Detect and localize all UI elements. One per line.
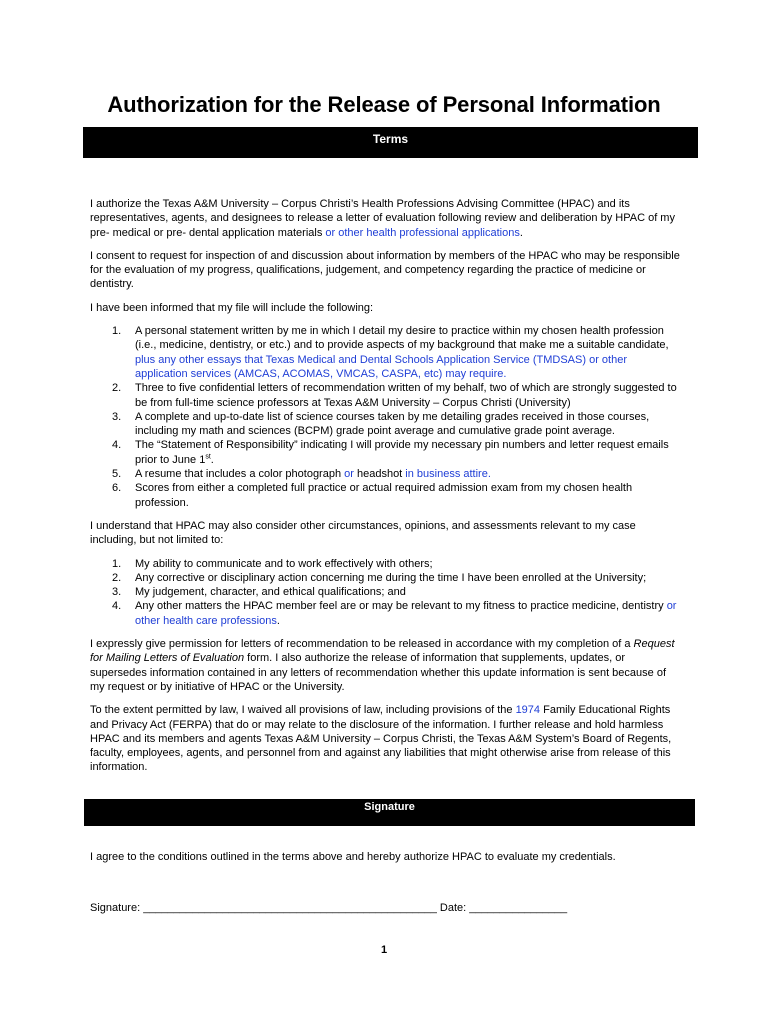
agreement-statement: I agree to the conditions outlined in the terms above and hereby authorize HPAC to evaluate my credentials. (90, 851, 616, 863)
consent-paragraph: I consent to request for inspection of and discussion about information by members of the HPAC who may be responsible for the evaluation of my progress, qualifications, judgement, and competency regarding the practice of medicine or dentistry. (90, 249, 680, 291)
considerations-list (90, 557, 680, 628)
list-item: 1. My ability to communicate and to work effectively with others; (112, 557, 433, 570)
signature-date-line[interactable]: Signature: ________________________________________________ Date: ________________ (90, 902, 568, 914)
permission-paragraph: I expressly give permission for letters of recommendation to be released in accordance with my completion of a Request for Mailing Letters of Evaluation form. I also authorize the release of information that supplements, updates, or supersedes information contained in any letters of recommendation whether this update information is sent because of my request or by initiative of HPAC or the University. (90, 638, 675, 693)
list-item: 1. A personal statement written by me in which I detail my desire to practice within my chosen health profession (i.e., medicine, dentistry, or etc.) and to provide aspects of my background that make me a suitable candidate, plus any other essays that Texas Medical and Dental Schools Application Service (TMDSAS) or other application services (AMCAS, ACOMAS, VMCAS, CASPA, etc) may require. (112, 325, 669, 380)
terms-header-label: Terms (372, 132, 409, 146)
list-item: 4. The “Statement of Responsibility” indicating I will provide my necessary pin numbers and letter request emails prior to June 1st. (112, 439, 669, 466)
terms-body (90, 197, 680, 784)
list-item: 4. Any other matters the HPAC member feel are or may be relevant to my fitness to practice medicine, dentistry or other health care professions. (112, 600, 677, 627)
page-title: Authorization for the Release of Personal Information (107, 92, 661, 117)
terms-header (83, 127, 698, 158)
list-item: 2. Three to five confidential letters of recommendation written of my behalf, two of which are strongly suggested to be from full-time science professors at Texas A&M University – Corpus Christi (University) (112, 382, 677, 409)
page-number: 1 (380, 944, 388, 956)
considerations-intro: I understand that HPAC may also consider other circumstances, opinions, and assessments relevant to my case including, but not limited to: (90, 519, 636, 547)
list-item: 3. A complete and up-to-date list of science courses taken by me detailing grades received in those courses, including my math and sciences (BCPM) grade point average and cumulative grade point average. (112, 410, 650, 438)
list-item: 2. Any corrective or disciplinary action concerning me during the time I have been enrolled at the University; (112, 571, 647, 584)
authorization-paragraph: I authorize the Texas A&M University – Corpus Christi’s Health Professions Advising Committee (HPAC) and its representatives, agents, and designees to release a letter of evaluation following review and deliberation by HPAC of my pre- medical or pre- dental application materials or other health professional applications. (90, 198, 675, 239)
ferpa-paragraph: To the extent permitted by law, I waived all provisions of law, including provisions of the 1974 Family Educational Rights and Privacy Act (FERPA) that do or may relate to the disclosure of the information. I further release and hold harmless HPAC and its members and agents Texas A&M University – Corpus Christi, the Texas A&M System’s Board of Regents, faculty, employees, agents, and personnel from and against any liabilities that might otherwise arise from release of this information. (90, 704, 672, 774)
signature-header-label: Signature (364, 801, 415, 813)
signature-header (84, 799, 695, 826)
highlighted-text: or other health professional applications (325, 226, 520, 239)
list-item: 5. A resume that includes a color photograph or headshot in business attire. (112, 468, 491, 481)
file-contents-list (90, 324, 680, 510)
list-item: 3. My judgement, character, and ethical qualifications; and (112, 586, 406, 599)
file-contents-intro: I have been informed that my file will include the following: (90, 301, 374, 314)
list-item: 6. Scores from either a completed full practice or actual required admission exam from my chosen health profession. (112, 482, 633, 509)
